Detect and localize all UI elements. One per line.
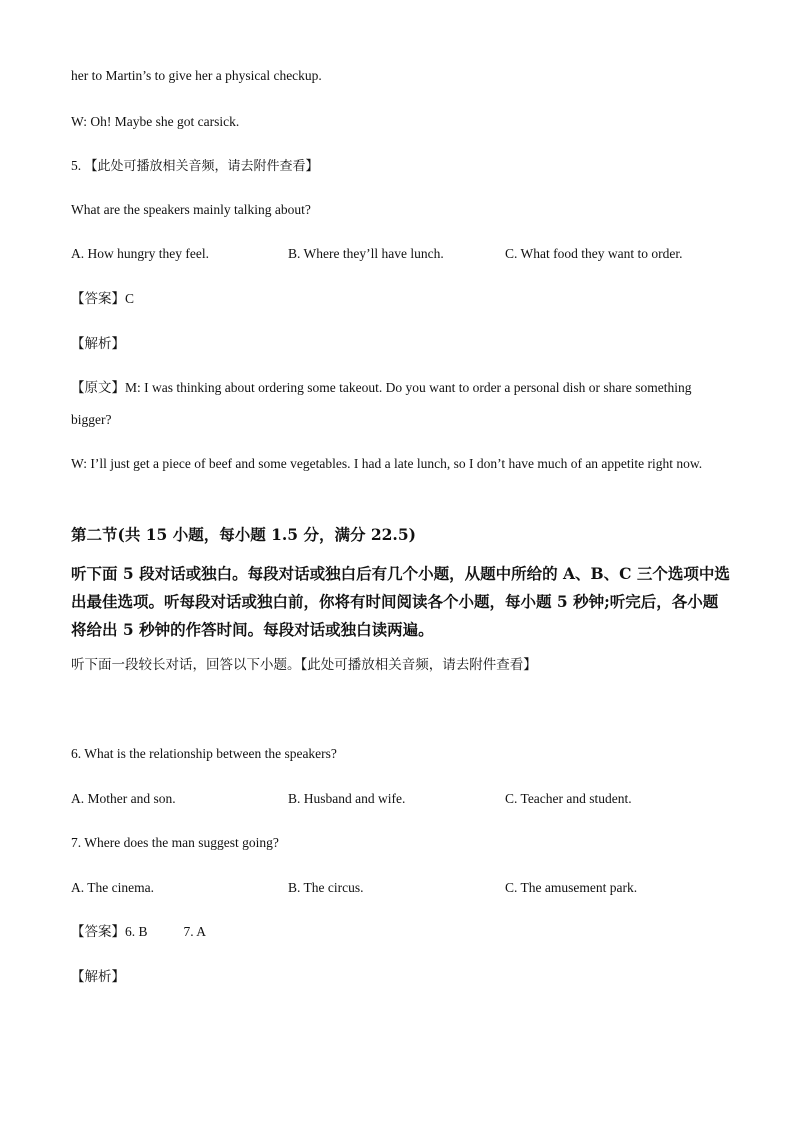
answer-tag: 【答案】 (71, 291, 125, 307)
question-5-options (0, 245, 794, 265)
question-7-options (0, 879, 794, 899)
option-b: B. The circus. (288, 880, 364, 895)
transcript-line-2: W: Oh! Maybe she got carsick. (71, 114, 240, 129)
question-5-text: What are the speakers mainly talking about? (71, 202, 311, 217)
audio-placeholder-link[interactable]: 【此处可播放相关音频，请去附件查看】 (84, 159, 319, 174)
question-7-text: 7. Where does the man suggest going? (71, 835, 279, 850)
questions-6-7-answer (71, 923, 206, 941)
option-b: B. Where they’ll have lunch. (288, 246, 444, 261)
section-heading: 第二节(共 15 小题，每小题 1.5 分，满分 22.5) (71, 525, 416, 544)
question-5-number: 5. (71, 158, 85, 173)
question-5-analysis (71, 335, 125, 353)
original-m-text: M: I was thinking about ordering some takeout. Do you want to order a personal dish or share something bigger? (71, 380, 692, 427)
option-a: A. The cinema. (71, 880, 154, 895)
original-text-w: W: I’ll just get a piece of beef and some vegetables. I had a late lunch, so I don’t have much of an appetite right now. (71, 456, 703, 471)
option-c: C. Teacher and student. (505, 791, 632, 806)
section-instructions: 听下面 5 段对话或独白。每段对话或独白后有几个小题，从题中所给的 A、B、C 三个选项中选出最佳选项。听每段对话或独白前，你将有时间阅读各个小题，每小题 5 秒钟;听完后，各小题将给出 5 秒钟的作答时间。每段对话或独白读两遍。 (71, 564, 730, 639)
question-5-answer (71, 290, 134, 308)
question-6-text: 6. What is the relationship between the speakers? (71, 746, 337, 761)
question-6-options (0, 790, 794, 810)
questions-6-7-analysis (71, 968, 125, 986)
analysis-tag: 【解析】 (71, 969, 125, 985)
analysis-tag: 【解析】 (71, 336, 125, 352)
answer-7: 7. A (183, 924, 207, 939)
question-5-header (71, 157, 319, 176)
answer-6: 6. B (125, 924, 148, 939)
original-text-m (71, 372, 719, 435)
option-b: B. Husband and wife. (288, 791, 406, 806)
answer-tag: 【答案】 (71, 924, 125, 940)
transcript-line-1: her to Martin’s to give her a physical checkup. (71, 68, 322, 83)
option-c: C. What food they want to order. (505, 246, 683, 261)
option-a: A. How hungry they feel. (71, 246, 209, 261)
option-a: A. Mother and son. (71, 791, 176, 806)
option-c: C. The amusement park. (505, 880, 638, 895)
original-tag: 【原文】 (71, 380, 125, 396)
listen-intro: 听下面一段较长对话，回答以下小题。【此处可播放相关音频，请去附件查看】 (71, 657, 537, 673)
answer-value: C (125, 291, 135, 306)
